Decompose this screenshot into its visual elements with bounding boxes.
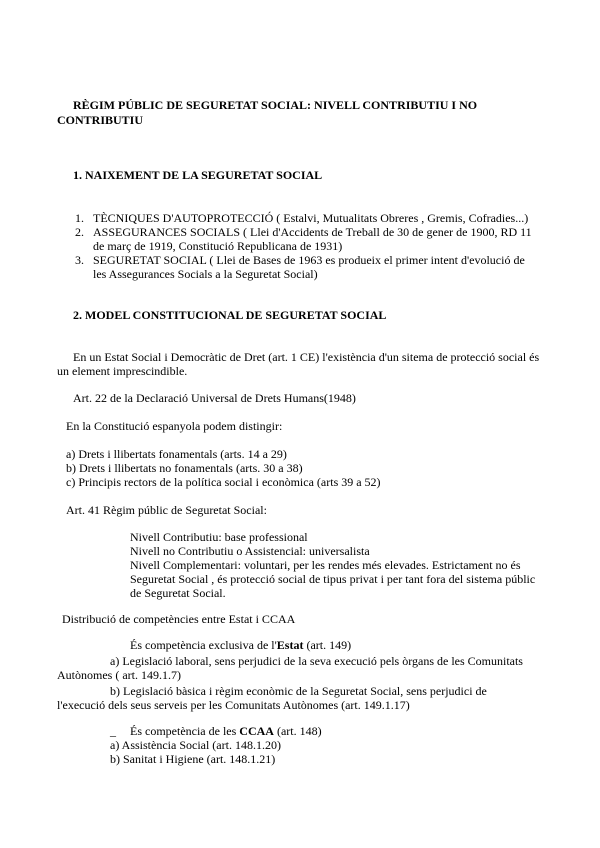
intro-paragraph-line2: un element imprescindible. xyxy=(57,364,188,378)
ccaa-competence-line xyxy=(130,724,322,739)
ccaa-marker: _ xyxy=(110,724,116,738)
ccaa-item: b) Sanitat i Higiene (art. 148.1.21) xyxy=(110,752,276,766)
ccaa-competence-pre: És competència de les xyxy=(130,724,240,738)
list-item-number: 1. xyxy=(75,211,84,225)
art22-line: Art. 22 de la Declaració Universal de Drets Humans(1948) xyxy=(73,391,356,405)
constitucio-line: En la Constitució espanyola podem distingir: xyxy=(66,419,283,433)
ccaa-item: a) Assistència Social (art. 148.1.20) xyxy=(110,738,281,752)
nivell-line: Seguretat Social , és protecció social de tipus privat i per tant fora del sistema públic xyxy=(130,572,536,586)
list-item-text: les Assegurances Socials a la Seguretat Social) xyxy=(93,267,318,281)
estat-competence-pre: És competència exclusiva de l' xyxy=(130,638,277,652)
nivell-line: Nivell Complementari: voluntari, per les rendes més elevades. Estrictament no és xyxy=(130,558,521,572)
list-item-text: de març de 1919, Constitució Republicana de 1931) xyxy=(93,239,343,253)
ccaa-competence-bold: CCAA xyxy=(239,724,274,738)
estat-item-b-line1: b) Legislació bàsica i règim econòmic de la Seguretat Social, sens perjudici de xyxy=(110,684,487,698)
estat-competence-bold: Estat xyxy=(276,638,304,652)
ccaa-competence-post: (art. 148) xyxy=(273,724,322,738)
estat-competence-post: (art. 149) xyxy=(303,638,352,652)
estat-competence-line xyxy=(130,638,351,653)
estat-item-a-line1: a) Legislació laboral, sens perjudici de la seva execució pels òrgans de les Comunitats xyxy=(110,654,523,668)
art41-line: Art. 41 Règim públic de Seguretat Social: xyxy=(66,503,267,517)
estat-item-b-line2: l'execució dels seus serveis per les Comunitats Autònomes (art. 149.1.17) xyxy=(57,698,410,712)
nivell-line: Nivell Contributiu: base professional xyxy=(130,530,308,544)
list-item-number: 3. xyxy=(75,253,84,267)
intro-paragraph-line1: En un Estat Social i Democràtic de Dret (art. 1 CE) l'existència d'un sitema de protecció social és xyxy=(73,350,540,364)
nivell-line: de Seguretat Social. xyxy=(130,586,226,600)
rights-item: b) Drets i llibertats no fonamentals (arts. 30 a 38) xyxy=(66,461,303,475)
nivell-line: Nivell no Contributiu o Assistencial: universalista xyxy=(130,544,370,558)
rights-item: a) Drets i llibertats fonamentals (arts. 14 a 29) xyxy=(66,447,287,461)
list-item-text: SEGURETAT SOCIAL ( Llei de Bases de 1963 es produeix el primer intent d'evolució de xyxy=(93,253,525,267)
list-item-text: ASSEGURANCES SOCIALS ( Llei d'Accidents de Treball de 30 de gener de 1900, RD 11 xyxy=(93,225,532,239)
list-item-number: 2. xyxy=(75,225,84,239)
document-title-line2: CONTRIBUTIU xyxy=(57,113,144,127)
estat-item-a-line2: Autònomes ( art. 149.1.7) xyxy=(57,668,181,682)
list-item-text: TÈCNIQUES D'AUTOPROTECCIÓ ( Estalvi, Mutualitats Obreres , Gremis, Cofradies...) xyxy=(93,211,529,225)
distribucio-line: Distribució de competències entre Estat i CCAA xyxy=(62,612,296,626)
section1-heading: 1. NAIXEMENT DE LA SEGURETAT SOCIAL xyxy=(73,168,323,182)
section2-heading: 2. MODEL CONSTITUCIONAL DE SEGURETAT SOCIAL xyxy=(73,308,387,322)
document-title-line1: RÈGIM PÚBLIC DE SEGURETAT SOCIAL: NIVELL CONTRIBUTIU I NO xyxy=(73,98,478,112)
rights-item: c) Principis rectors de la política social i econòmica (arts 39 a 52) xyxy=(66,475,381,489)
